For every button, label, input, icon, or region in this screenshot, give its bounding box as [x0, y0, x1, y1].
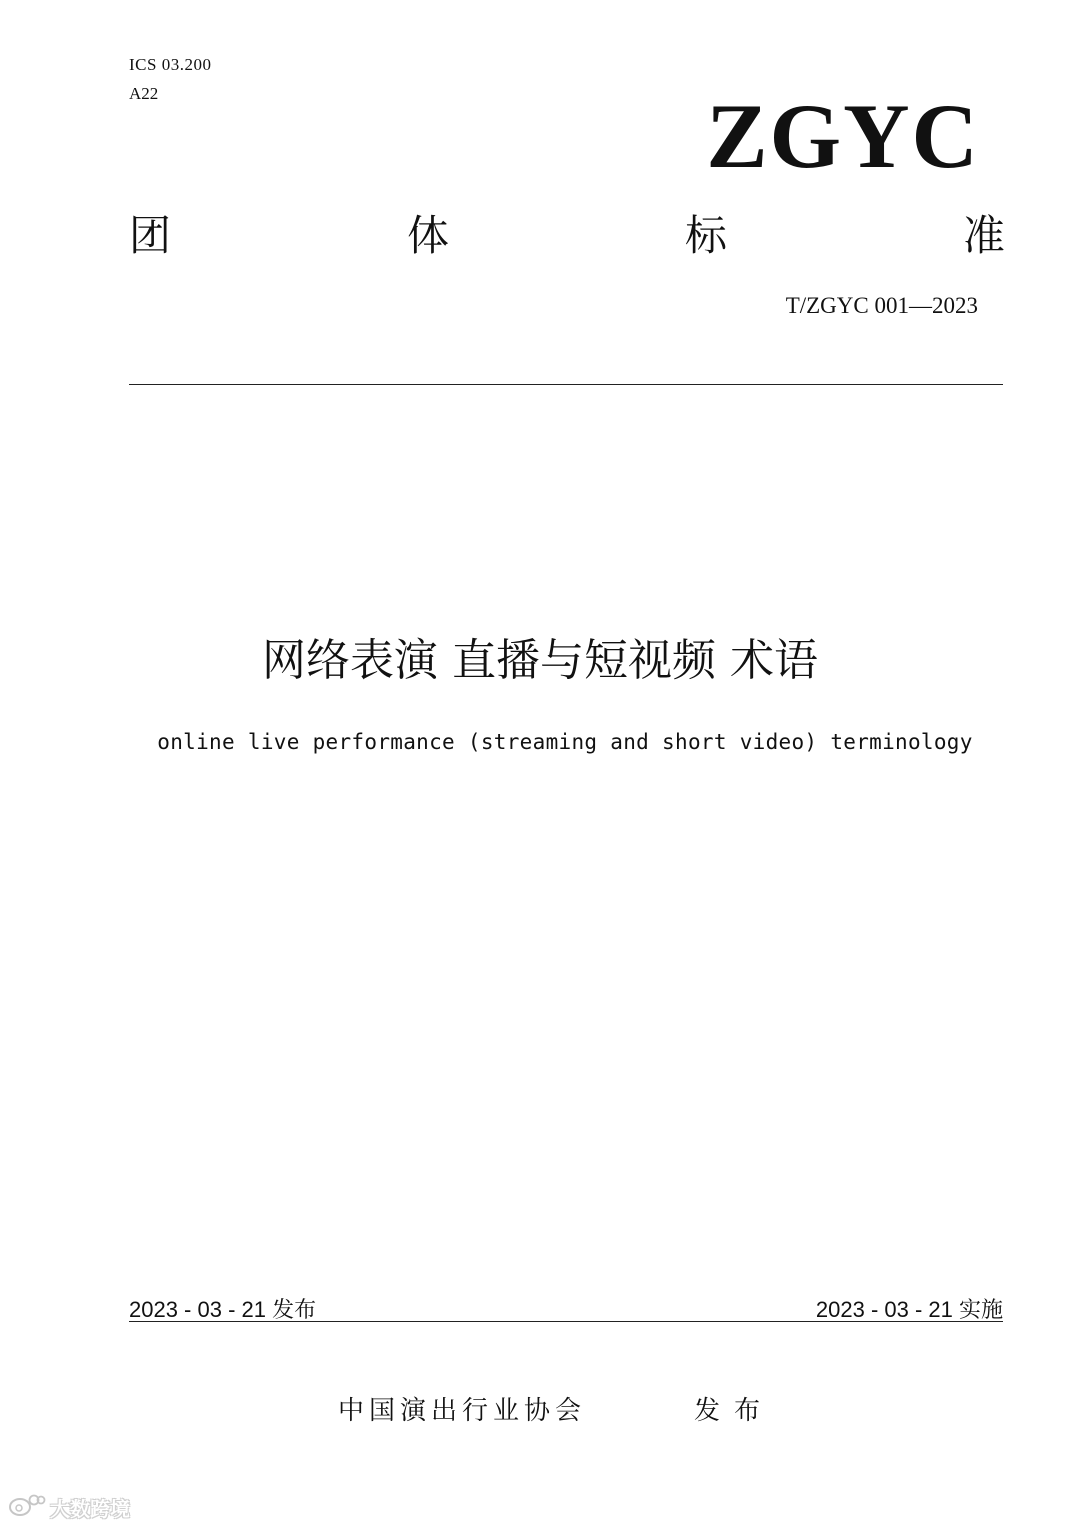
standard-category-heading — [129, 210, 1005, 262]
implementation-date: 2023 - 03 - 21 实施 — [815, 1297, 1003, 1322]
organization-logo: ZGYC — [706, 85, 980, 187]
publish-date: 2023 - 03 - 21 发布 — [129, 1297, 317, 1322]
document-title-english: online live performance (streaming and short video) terminology — [157, 730, 973, 754]
ics-code: ICS 03.200 — [129, 55, 212, 74]
issue-label: 发布 — [694, 1396, 775, 1426]
category-char: 体 — [406, 211, 449, 260]
category-char: 标 — [684, 211, 727, 260]
category-char: 团 — [129, 211, 172, 260]
document-title-chinese: 网络表演 直播与短视频 术语 — [262, 635, 818, 686]
watermark — [8, 1492, 130, 1522]
header-divider — [129, 384, 1003, 385]
issuing-organization: 中国演出行业协会 — [338, 1396, 587, 1426]
ccs-code: A22 — [129, 84, 159, 103]
watermark-text: 大数跨境 — [50, 1496, 130, 1521]
weibo-logo-icon — [8, 1492, 46, 1522]
footer-divider — [129, 1321, 1003, 1322]
category-char: 准 — [962, 211, 1005, 260]
standard-number: T/ZGYC 001—2023 — [785, 293, 978, 318]
